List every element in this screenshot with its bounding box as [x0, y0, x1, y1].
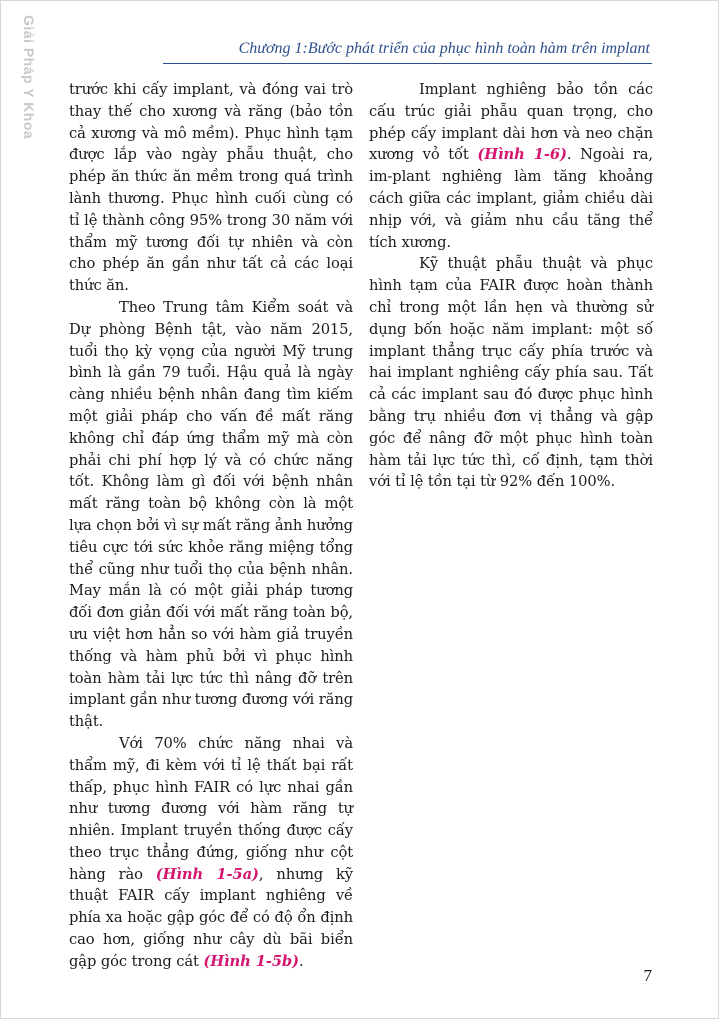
text-run: , nhưng kỹ thuật FAIR cấy implant nghiêng về phía xa hoặc gập góc để có độ ổn định cao hơn, giống như cây dù bãi biển gập góc trong cát: [69, 865, 353, 970]
text-run: . Ngoài ra, im-plant nghiêng làm tăng khoảng cách giữa các implant, giảm chiều dài nhịp với, và giảm nhu cầu tăng thể tích xương.: [369, 146, 653, 251]
left-paragraph-1: trước khi cấy implant, và đóng vai trò thay thế cho xương và răng (bảo tồn cả xương và mô mềm). Phục hình tạm được lắp vào ngày phẫu thuật, cho phép ăn thức ăn mềm trong quá trình lành thương. Phục hình cuối cùng có tỉ lệ thành công 95% trong 30 năm với thẩm mỹ tương đối tự nhiên và còn cho phép ăn gần như tất cả các loại thức ăn.: [69, 81, 353, 295]
figure-reference-1-6[interactable]: (Hình 1-6): [477, 146, 567, 164]
text-run: Với 70% chức năng nhai và thẩm mỹ, đi kèm với tỉ lệ thất bại rất thấp, phục hình FAIR có lực nhai gần như tương đương với hàm răng tự nhiên. Implant truyền thống được cấy theo trục thẳng đứng, giống như cột hàng rào: [69, 734, 353, 883]
running-head: Chương 1:Bước phát triển của phục hình toàn hàm trên implant: [238, 40, 650, 57]
page-number: 7: [643, 966, 652, 985]
text-run: Implant nghiêng bảo tồn các cấu trúc giải phẫu quan trọng, cho phép cấy implant dài hơn và neo chặn xương vỏ tốt: [369, 81, 653, 164]
right-paragraph-2: Kỹ thuật phẫu thuật và phục hình tạm của FAIR được hoàn thành chỉ trong một lần hẹn và thường sử dụng bốn hoặc năm implant: một số implant thẳng trục cấy phía trước và hai implant nghiêng cấy phía sau. Tất cả các implant sau đó được phục hình bằng trụ nhiều đơn vị thẳng và gập góc để nâng đỡ một phục hình toàn hàm tải lực tức thì, cố định, tạm thời với tỉ lệ tồn tại từ 92% đến 100%.: [369, 255, 653, 491]
left-paragraph-3: [69, 733, 353, 973]
left-column: [69, 79, 353, 973]
header-rule: [163, 63, 652, 64]
right-paragraph-1: [369, 79, 653, 253]
left-paragraph-2: Theo Trung tâm Kiểm soát và Dự phòng Bệnh tật, vào năm 2015, tuổi thọ kỳ vọng của người Mỹ trung bình là gần 79 tuổi. Hậu quả là ngày càng nhiều bệnh nhân đang tìm kiếm một giải pháp cho vấn đề mất răng không chỉ đáp ứng thẩm mỹ mà còn phải chi phí hợp lý và có chức năng tốt. Không làm gì đối với bệnh nhân mất răng toàn bộ không còn là một lựa chọn bởi vì sự mất răng ảnh hưởng tiêu cực tới sức khỏe răng miệng tổng thể cũng như tuổi thọ của bệnh nhân. May mắn là có một giải pháp tương đối đơn giản đối với mất răng toàn bộ, ưu việt hơn hẳn so với hàm giả truyền thống và hàm phủ bởi vì phục hình toàn hàm tải lực tức thì nâng đỡ trên implant gần như tương đương với răng thật.: [69, 298, 353, 731]
text-run: .: [298, 952, 304, 970]
figure-reference-1-5b[interactable]: (Hình 1-5b): [203, 952, 299, 970]
figure-reference-1-5a[interactable]: (Hình 1-5a): [155, 865, 259, 883]
right-column: [369, 79, 653, 493]
side-brand-label: Giải Pháp Y Khoa: [21, 15, 37, 140]
